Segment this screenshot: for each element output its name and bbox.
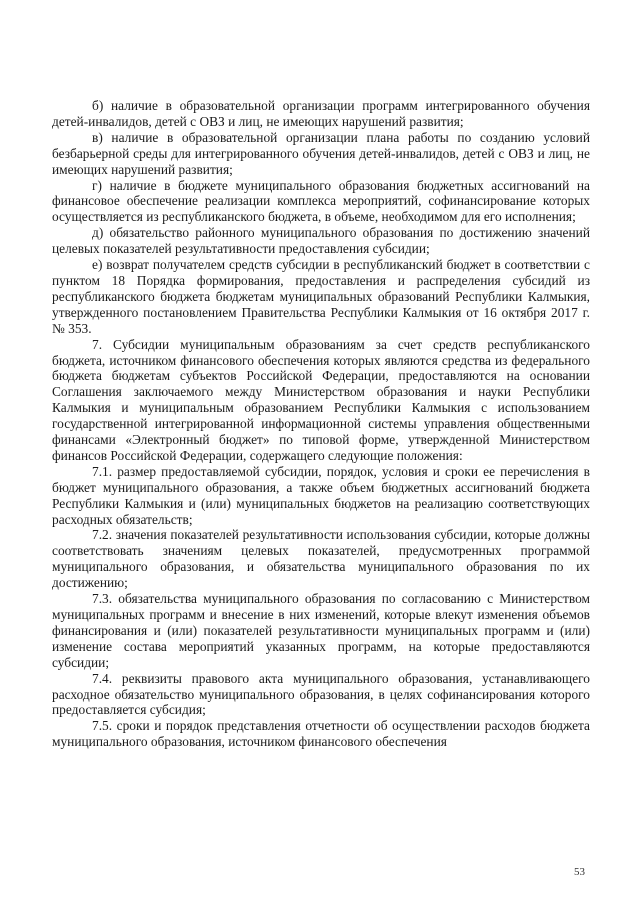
paragraph-7-3: 7.3. обязательства муниципального образования по согласованию с Министерством муниципальных программ и внесение в них изменений, которые влекут изменения объемов финансирования и (или) показателей результативности муниципальных программ и (или) изменение состава мероприятий указанных программ, на которые предоставляются субсидии; [52, 591, 590, 670]
paragraph-g: г) наличие в бюджете муниципального образования бюджетных ассигнований на финансовое обеспечение реализации комплекса мероприятий, софинансирование которых осуществляется из республиканского бюджета, в объеме, необходимом для его исполнения; [52, 177, 590, 225]
paragraph-7: 7. Субсидии муниципальным образованиям за счет средств республиканского бюджета, источником финансового обеспечения которых являются средства из федерального бюджета бюджетам субъектов Российской Федерации, предоставляются на основании Соглашения заключаемого между Министерством образования и науки Республики Калмыкия и муниципальным образованием Республики Калмыкия с использованием государственной интегрированной информационной системы управления общественными финансами «Электронный бюджет» по типовой форме, утвержденной Министерством финансов Российской Федерации, содержащего следующие положения: [52, 336, 590, 463]
body-text [52, 98, 590, 750]
paragraph-e: е) возврат получателем средств субсидии в республиканский бюджет в соответствии с пунктом 18 Порядка формирования, предоставления и распределения субсидий из республиканского бюджета бюджетам муниципальных образований Республики Калмыкия, утвержденного постановлением Правительства Республики Калмыкия от 16 октября 2017 г. № 353. [52, 257, 590, 336]
paragraph-d: д) обязательство районного муниципального образования по достижению значений целевых показателей результативности предоставления субсидии; [52, 225, 590, 257]
page-number: 53 [574, 866, 585, 878]
paragraph-7-5: 7.5. сроки и порядок представления отчетности об осуществлении расходов бюджета муниципального образования, источником финансового обеспечения [52, 718, 590, 750]
paragraph-v: в) наличие в образовательной организации плана работы по созданию условий безбарьерной среды для интегрированного обучения детей-инвалидов, детей с ОВЗ и лиц, не имеющих нарушений развития; [52, 129, 590, 177]
paragraph-7-4: 7.4. реквизиты правового акта муниципального образования, устанавливающего расходное обязательство муниципального образования, в целях софинансирования которого предоставляется субсидия; [52, 670, 590, 718]
paragraph-7-1: 7.1. размер предоставляемой субсидии, порядок, условия и сроки ее перечисления в бюджет муниципального образования, а также объем бюджетных ассигнований бюджета Республики Калмыкия и (или) муниципальных бюджетов на реализацию соответствующих расходных обязательств; [52, 463, 590, 527]
paragraph-b: б) наличие в образовательной организации программ интегрированного обучения детей-инвалидов, детей с ОВЗ и лиц, не имеющих нарушений развития; [52, 98, 590, 129]
paragraph-7-2: 7.2. значения показателей результативности использования субсидии, которые должны соответствовать значениям целевых показателей, предусмотренных программой муниципального образования, и обязательства муниципального образования по их достижению; [52, 527, 590, 591]
